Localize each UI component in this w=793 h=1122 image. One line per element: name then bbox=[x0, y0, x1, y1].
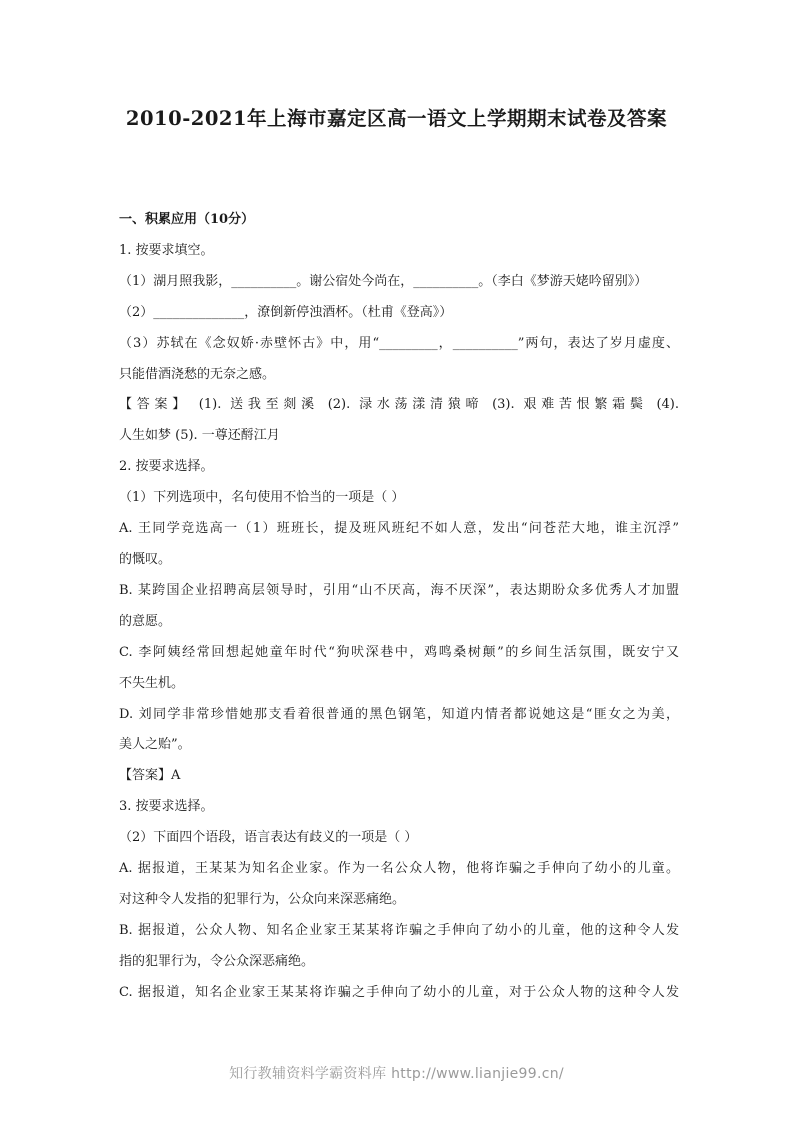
text-line: A. 王同学竞选高一（1）班班长，提及班风班纪不如人意，发出“问苍茫大地，谁主沉浮” bbox=[119, 521, 679, 537]
document-body bbox=[119, 205, 679, 1009]
text-line: （2）下面四个语段，语言表达有歧义的一项是（ ） bbox=[119, 830, 418, 846]
text-line: 只能借酒浇愁的无奈之感。 bbox=[119, 366, 276, 382]
text-line: A. 据报道，王某某为知名企业家。作为一名公众人物，他将诈骗之手伸向了幼小的儿童。 bbox=[119, 861, 679, 877]
text-line: （2）______________，潦倒新停浊酒杯。（杜甫《登高》） bbox=[119, 304, 453, 320]
text-line: 【答案】A bbox=[119, 768, 181, 784]
footer-watermark: 知行教辅资料学霸资料库 http://www.lianjie99.cn/ bbox=[229, 1066, 564, 1082]
text-line: C. 李阿姨经常回想起她童年时代“狗吠深巷中，鸡鸣桑树颠”的乡间生活氛围，既安宁又 bbox=[119, 644, 679, 660]
text-line: 不失生机。 bbox=[119, 675, 185, 691]
text-line: 指的犯罪行为，令公众深恶痛绝。 bbox=[119, 953, 315, 969]
text-line: 【答案】 (1). 送我至剡溪 (2). 渌水荡漾清猿啼 (3). 艰难苦恨繁霜鬓 (4). bbox=[119, 397, 679, 413]
text-line: （3）苏轼在《念奴娇·赤壁怀古》中，用“_________，__________”两句，表达了岁月虚度、 bbox=[119, 335, 679, 351]
text-line: 的慨叹。 bbox=[119, 551, 172, 567]
text-line: 的意愿。 bbox=[119, 613, 172, 629]
text-line: 人生如梦 (5). 一尊还酹江月 bbox=[119, 428, 280, 444]
text-line: 美人之贻”。 bbox=[119, 737, 191, 753]
text-line: B. 某跨国企业招聘高层领导时，引用“山不厌高，海不厌深”，表达期盼众多优秀人才加盟 bbox=[119, 582, 679, 598]
text-line: B. 据报道，公众人物、知名企业家王某某将诈骗之手伸向了幼小的儿童，他的这种令人发 bbox=[119, 922, 679, 938]
text-line: 3. 按要求选择。 bbox=[119, 799, 214, 815]
page-title: 2010-2021年上海市嘉定区高一语文上学期期末试卷及答案 bbox=[125, 107, 668, 130]
text-line: （1）湖月照我影，__________。谢公宿处今尚在，__________。（李白《梦游天姥吟留别》） bbox=[119, 273, 648, 289]
text-line: （1）下列选项中，名句使用不恰当的一项是（ ） bbox=[119, 490, 405, 506]
text-line: 1. 按要求填空。 bbox=[119, 242, 214, 258]
text-line: C. 据报道，知名企业家王某某将诈骗之手伸向了幼小的儿童，对于公众人物的这种令人发 bbox=[119, 984, 679, 1000]
text-line: D. 刘同学非常珍惜她那支看着很普通的黑色钢笔，知道内情者都说她这是“匪女之为美， bbox=[119, 706, 679, 722]
text-line: 对这种令人发指的犯罪行为，公众向来深恶痛绝。 bbox=[119, 891, 406, 907]
section-heading: 一、积累应用（10分） bbox=[119, 212, 255, 227]
text-line: 2. 按要求选择。 bbox=[119, 459, 214, 475]
